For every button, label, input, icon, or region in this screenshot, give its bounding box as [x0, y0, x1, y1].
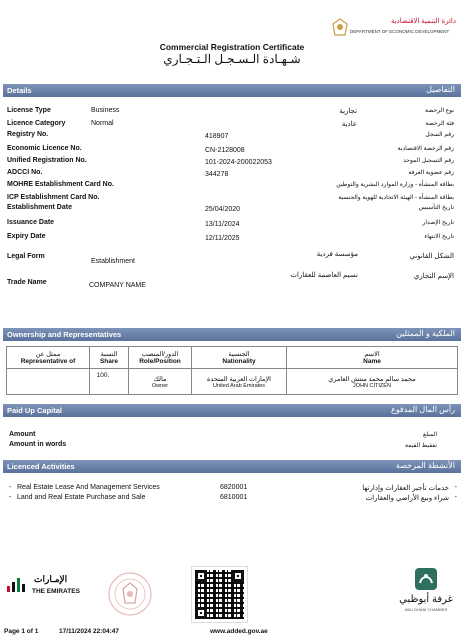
legal-form-value-en: Establishment: [91, 258, 135, 265]
activities-heading-en: Licenced Activities: [7, 462, 75, 471]
trade-name-label-ar: الإسم التجاري: [413, 273, 454, 280]
activity-code: 6820001: [220, 484, 248, 491]
certificate-title-ar: شـهـادة الـسـجـل الـتـجـاري: [163, 52, 301, 66]
share-value: 100.: [96, 372, 110, 379]
ownership-table-header: [7, 347, 458, 369]
col-share-en: Share: [99, 358, 119, 365]
ownership-section-header: [3, 328, 461, 341]
chamber-name-ar: غرفة أبوظبي: [399, 594, 453, 605]
cell-representative: [7, 369, 90, 395]
detail-value: 344278: [205, 171, 229, 178]
col-name-en: Name: [363, 358, 381, 365]
detail-label-ar: تاريخ الإصدار: [422, 220, 454, 226]
emirates-ar: الإمـارات: [34, 574, 68, 584]
cell-nationality: [192, 369, 287, 395]
ownership-heading-en: Ownership and Representatives: [7, 330, 122, 339]
detail-value: 12/11/2025: [205, 235, 240, 242]
detail-label: Unified Registration No.: [7, 157, 87, 164]
activities-heading-ar: الأنشطة المرخصة: [395, 461, 455, 470]
website-link[interactable]: www.added.gov.ae: [210, 628, 268, 635]
detail-label-ar: رقم الرخصة الاقتصادية: [397, 146, 454, 152]
col-representative: [7, 347, 90, 369]
amount-label: Amount: [9, 431, 36, 438]
details-heading-ar: التفاصيل: [426, 85, 455, 94]
emirates-dots-icon: [6, 574, 28, 594]
detail-label: Establishment Date: [7, 204, 72, 211]
col-representative-en: Representative of: [20, 358, 76, 365]
col-name-ar: الاسم: [364, 351, 380, 358]
detail-label: ADCCI No.: [7, 169, 43, 176]
official-seal-icon: [107, 571, 153, 617]
detail-value-en: Business: [91, 107, 120, 114]
detail-value: 101-2024-200022053: [205, 159, 272, 166]
ownership-heading-ar: الملكية و الممثلين: [396, 329, 455, 338]
legal-form-label-ar: الشكل القانوني: [409, 253, 454, 260]
col-nationality-ar: الجنسية: [228, 351, 250, 358]
role-ar: مالك: [153, 375, 167, 383]
amount-words-label: Amount in words: [9, 441, 67, 448]
detail-label: ICP Establishment Card No.: [7, 194, 100, 201]
emirates-en: THE EMIRATES: [32, 588, 80, 595]
details-section-header: [3, 84, 461, 97]
bullet: -: [9, 484, 12, 491]
detail-label-ar: بطاقة المنشأة - وزارة الموارد البشرية والتوطين: [336, 182, 454, 188]
name-ar: محمد سالم محمد منتش العامري: [328, 375, 416, 383]
table-row: [7, 369, 458, 395]
amount-words-label-ar: تفقيط القيمة: [405, 443, 437, 449]
activity-ar: شراء وبيع الأراضي والعقارات: [365, 495, 449, 502]
col-role-en: Role/Position: [139, 358, 181, 365]
detail-label-ar: رقم التسجيل الموحد: [403, 158, 454, 164]
nationality-ar: الإمارات العربية المتحدة: [207, 375, 271, 383]
detail-value-ar: تجارية: [339, 108, 357, 115]
detail-label-ar: تاريخ الانتهاء: [424, 234, 454, 240]
name-en: JOHN CITIZEN: [353, 382, 391, 389]
col-role-ar: الدور/المنصب: [141, 351, 179, 358]
amount-label-ar: المبلغ: [423, 432, 437, 438]
detail-label-ar: بطاقة المنشأة - الهيئة الاتحادية للهوية والجنسية: [338, 195, 454, 201]
trade-name-value-ar: نسيم العاصمة للعقارات: [290, 272, 358, 279]
department-logo: [332, 14, 456, 40]
details-heading-en: Details: [7, 86, 32, 95]
detail-value: 418907: [205, 133, 229, 140]
nationality-en: United Arab Emirates: [213, 382, 265, 389]
col-nationality-en: Nationality: [222, 358, 256, 365]
activity-en: Land and Real Estate Purchase and Sale: [17, 494, 146, 501]
detail-label: Economic Licence No.: [7, 145, 82, 152]
bullet: -: [454, 494, 457, 501]
detail-label: Issuance Date: [7, 219, 55, 226]
certificate-title-en: Commercial Registration Certificate: [159, 42, 305, 52]
col-representative-ar: ممثل عن: [35, 351, 61, 358]
col-nationality: [192, 347, 287, 369]
col-share: [90, 347, 129, 369]
detail-label: MOHRE Establishment Card No.: [7, 181, 114, 188]
bullet: -: [454, 484, 457, 491]
detail-label-ar: فئة الرخصة: [425, 121, 454, 127]
activity-code: 6810001: [220, 494, 248, 501]
col-role: [129, 347, 192, 369]
detail-label: Registry No.: [7, 131, 49, 138]
cell-role: [129, 369, 192, 395]
legal-form-value-ar: مؤسسة فردية: [316, 251, 358, 258]
department-name-ar: دائرة التنمية الاقتصادية: [390, 18, 456, 25]
qr-code: [191, 566, 248, 623]
bullet: -: [9, 494, 12, 501]
emirates-logo: [6, 572, 78, 598]
activity-ar: خدمات تأجير العقارات وإدارتها: [362, 485, 449, 492]
detail-value: 25/04/2020: [205, 206, 241, 213]
department-name-en: DEPARTMENT OF ECONOMIC DEVELOPMENT: [350, 29, 450, 34]
cell-share: [90, 369, 129, 395]
chamber-name-en: ABU DHABI CHAMBER: [404, 607, 448, 612]
trade-name-value-en: COMPANY NAME: [89, 282, 146, 289]
qr-finder: [232, 570, 244, 582]
detail-label-ar: رقم السجل: [425, 132, 454, 138]
cell-name: [287, 369, 458, 395]
detail-value-en: Normal: [91, 120, 114, 127]
detail-value: CN-2128008: [205, 147, 245, 154]
detail-label-ar: تاريخ التأسيس: [418, 205, 454, 211]
detail-label: License Type: [7, 107, 51, 114]
detail-value-ar: عادية: [341, 121, 357, 128]
activities-section-header: [3, 460, 461, 473]
capital-section-header: [3, 404, 461, 417]
detail-label-ar: رقم عضوية الغرفة: [408, 170, 454, 176]
activity-en: Real Estate Lease And Management Services: [17, 484, 160, 491]
chamber-logo: [394, 567, 458, 621]
detail-label: Licence Category: [7, 120, 66, 127]
detail-label: Expiry Date: [7, 233, 46, 240]
chamber-emblem-icon: [414, 567, 438, 591]
trade-name-label: Trade Name: [7, 279, 47, 286]
capital-heading-ar: رأس المال المدفوع: [390, 405, 455, 414]
detail-label-ar: نوع الرخصة: [425, 108, 454, 114]
col-name: [287, 347, 458, 369]
legal-form-label: Legal Form: [7, 253, 45, 260]
role-en: Owner: [151, 382, 169, 389]
print-timestamp: 17/11/2024 22:04:47: [59, 628, 119, 635]
qr-finder: [195, 607, 207, 619]
emblem-icon: [332, 18, 348, 36]
page-number: Page 1 of 1: [4, 628, 39, 635]
col-share-ar: النسبة: [100, 351, 118, 358]
qr-finder: [195, 570, 207, 582]
capital-heading-en: Paid Up Capital: [7, 406, 63, 415]
detail-value: 13/11/2024: [205, 221, 240, 228]
ownership-table: [6, 346, 458, 395]
